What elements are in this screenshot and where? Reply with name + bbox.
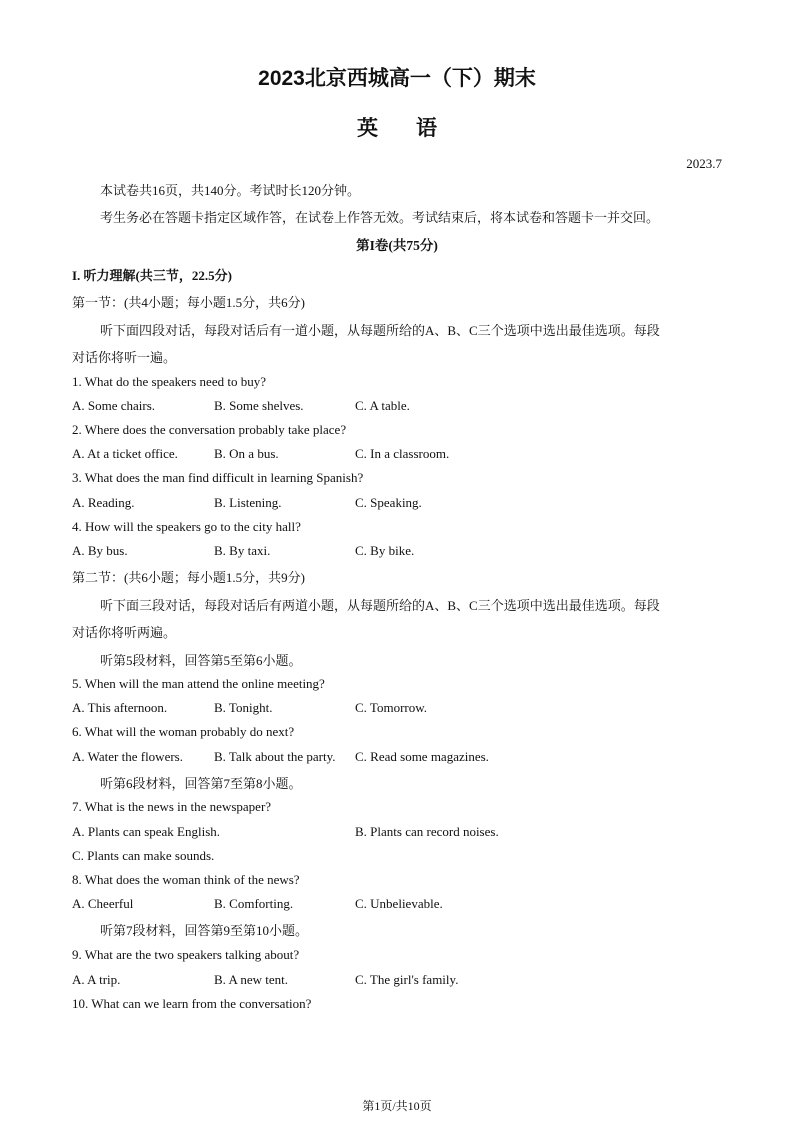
- q3-option-a: A. Reading.: [72, 495, 135, 510]
- question-7: 7. What is the news in the newspaper?: [72, 799, 272, 814]
- material-6-note: 听第6段材料，回答第7至第8小题。: [100, 776, 302, 791]
- subject-title: 英语: [357, 117, 475, 140]
- q9-option-a: A. A trip.: [72, 972, 121, 987]
- q5-option-b: B. Tonight.: [214, 700, 273, 715]
- q7-option-c: C. Plants can make sounds.: [72, 848, 215, 863]
- intro-line-2: 考生务必在答题卡指定区域作答，在试卷上作答无效。考试结束后，将本试卷和答题卡一并交回。: [100, 210, 660, 225]
- q7-option-b: B. Plants can record noises.: [355, 824, 499, 839]
- q6-option-a: A. Water the flowers.: [72, 749, 183, 764]
- q2-option-a: A. At a ticket office.: [72, 446, 178, 461]
- subsection-1-instruction-line-1: 听下面四段对话，每段对话后有一道小题，从每题所给的A、B、C三个选项中选出最佳选项。每段: [100, 323, 660, 338]
- exam-title: 2023北京西城高一（下）期末: [258, 67, 536, 90]
- q8-option-a: A. Cheerful: [72, 896, 134, 911]
- q2-option-b: B. On a bus.: [214, 446, 279, 461]
- question-10: 10. What can we learn from the conversation?: [72, 996, 312, 1011]
- subsection-1-heading: 第一节：(共4小题；每小题1.5分，共6分): [72, 295, 305, 310]
- question-3: 3. What does the man find difficult in learning Spanish?: [72, 470, 364, 485]
- material-5-note: 听第5段材料，回答第5至第6小题。: [100, 653, 302, 668]
- question-1: 1. What do the speakers need to buy?: [72, 374, 266, 389]
- q8-option-b: B. Comforting.: [214, 896, 294, 911]
- q5-option-a: A. This afternoon.: [72, 700, 168, 715]
- q7-option-a: A. Plants can speak English.: [72, 824, 221, 839]
- q3-option-b: B. Listening.: [214, 495, 282, 510]
- q4-option-b: B. By taxi.: [214, 543, 271, 558]
- intro-line-1: 本试卷共16页，共140分。考试时长120分钟。: [100, 183, 361, 198]
- q1-option-b: B. Some shelves.: [214, 398, 304, 413]
- q9-option-b: B. A new tent.: [214, 972, 289, 987]
- question-2: 2. Where does the conversation probably take place?: [72, 422, 347, 437]
- question-8: 8. What does the woman think of the news?: [72, 872, 300, 887]
- section-title: I. 听力理解(共三节，22.5分): [72, 268, 232, 283]
- material-7-note: 听第7段材料，回答第9至第10小题。: [100, 923, 309, 938]
- q4-option-c: C. By bike.: [355, 543, 415, 558]
- q1-option-c: C. A table.: [355, 398, 410, 413]
- q6-option-b: B. Talk about the party.: [214, 749, 336, 764]
- q9-option-c: C. The girl's family.: [355, 972, 459, 987]
- subsection-2-instruction-line-1: 听下面三段对话，每段对话后有两道小题，从每题所给的A、B、C三个选项中选出最佳选项。每段: [100, 598, 660, 613]
- page-footer: 第1页/共10页: [362, 1099, 432, 1113]
- question-5: 5. When will the man attend the online meeting?: [72, 676, 325, 691]
- q3-option-c: C. Speaking.: [355, 495, 422, 510]
- question-6: 6. What will the woman probably do next?: [72, 724, 295, 739]
- q2-option-c: C. In a classroom.: [355, 446, 450, 461]
- q6-option-c: C. Read some magazines.: [355, 749, 489, 764]
- q8-option-c: C. Unbelievable.: [355, 896, 443, 911]
- part-heading: 第I卷(共75分): [356, 238, 438, 253]
- subsection-1-instruction-line-2: 对话你将听一遍。: [72, 350, 177, 365]
- subsection-2-instruction-line-2: 对话你将听两遍。: [72, 625, 177, 640]
- exam-date: 2023.7: [686, 156, 722, 171]
- question-4: 4. How will the speakers go to the city hall?: [72, 519, 301, 534]
- q5-option-c: C. Tomorrow.: [355, 700, 428, 715]
- subsection-2-heading: 第二节：(共6小题；每小题1.5分，共9分): [72, 570, 305, 585]
- q1-option-a: A. Some chairs.: [72, 398, 156, 413]
- question-9: 9. What are the two speakers talking about?: [72, 947, 300, 962]
- q4-option-a: A. By bus.: [72, 543, 128, 558]
